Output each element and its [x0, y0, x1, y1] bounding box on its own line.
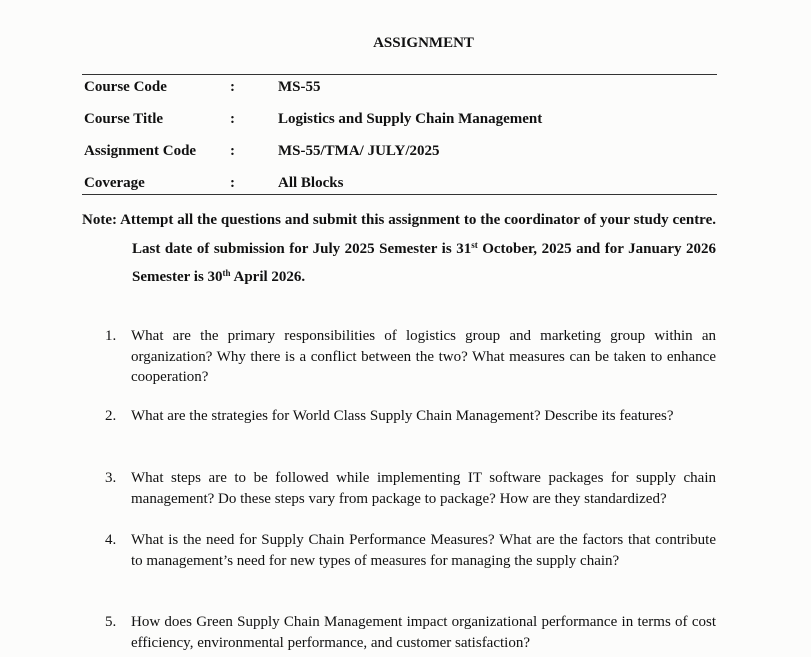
meta-value: MS-55 [278, 79, 321, 95]
top-divider [82, 74, 717, 75]
note-superscript: th [222, 268, 231, 278]
meta-label: Course Code [84, 79, 167, 95]
note-text: April 2026. [230, 269, 306, 285]
question-text: What are the strategies for World Class Supply Chain Management? Describe its features? [131, 408, 674, 424]
submission-note [82, 206, 716, 292]
question-item [105, 468, 716, 509]
question-item [105, 612, 716, 653]
note-text: October, 2025 and for January 2026 Semester is 30 [132, 240, 717, 285]
meta-value: Logistics and Supply Chain Management [278, 111, 543, 127]
meta-value: MS-55/TMA/ JULY/2025 [278, 143, 440, 159]
meta-colon: : [230, 79, 235, 95]
question-item [105, 530, 716, 571]
bottom-divider [82, 194, 717, 195]
meta-label: Assignment Code [84, 143, 197, 159]
question-number: 4. [105, 532, 117, 548]
note-text: Attempt all the questions and submit this assignment to the coordinator of your study centre. Last date of submission for July 2025 Semester is 31 [120, 212, 716, 257]
question-number: 5. [105, 614, 117, 630]
question-text: What are the primary responsibilities of logistics group and marketing group within an organization? Why there is a conflict between the two? What measures can be taken to enhance cooperation? [131, 328, 716, 385]
question-number: 1. [105, 328, 117, 344]
question-number: 2. [105, 408, 117, 424]
meta-colon: : [230, 175, 235, 191]
question-text: What is the need for Supply Chain Performance Measures? What are the factors that contribute to management’s need for new types of measures for managing the supply chain? [131, 532, 716, 569]
question-text: What steps are to be followed while implementing IT software packages for supply chain management? Do these steps vary from package to package? How are they standardized? [131, 470, 716, 507]
meta-value: All Blocks [278, 175, 344, 191]
meta-colon: : [230, 143, 235, 159]
question-text: How does Green Supply Chain Management impact organizational performance in terms of cost efficiency, environmental performance, and customer satisfaction? [131, 614, 716, 651]
meta-label: Coverage [84, 175, 145, 191]
question-item [105, 326, 716, 388]
meta-label: Course Title [84, 111, 164, 127]
question-number: 3. [105, 470, 117, 486]
meta-colon: : [230, 111, 235, 127]
note-superscript: st [471, 239, 478, 250]
note-label: Note: [82, 212, 117, 228]
question-item [105, 406, 716, 427]
page-title: ASSIGNMENT [373, 35, 474, 51]
